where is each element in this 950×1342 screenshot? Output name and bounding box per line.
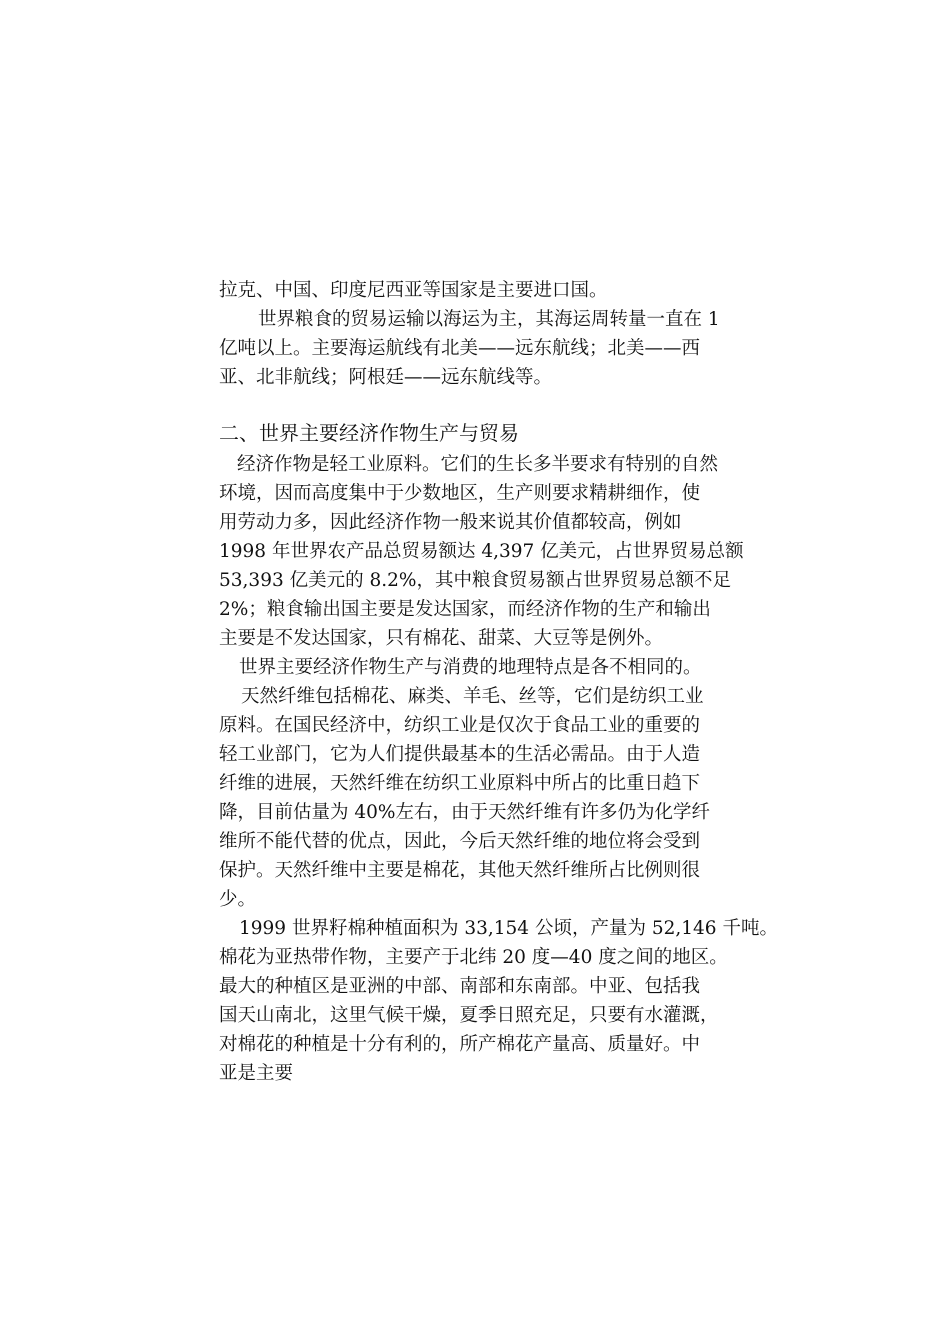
text-line: 最大的种植区是亚洲的中部、南部和东南部。中亚、包括我 [219, 976, 701, 997]
text-line: 世界粮食的贸易运输以海运为主，其海运周转量一直在 1 [258, 309, 720, 330]
text-line: 降，目前估量为 40%左右，由于天然纤维有许多仍为化学纤 [219, 802, 711, 823]
text-line: 纤维的进展，天然纤维在纺织工业原料中所占的比重日趋下 [219, 773, 701, 794]
text-line: 保护。天然纤维中主要是棉花，其他天然纤维所占比例则很 [219, 860, 701, 881]
paragraph-grain-shipping [219, 305, 741, 392]
text-line: 原料。在国民经济中，纺织工业是仅次于食品工业的重要的 [219, 715, 701, 736]
text-line: 环境，因而高度集中于少数地区，生产则要求精耕细作，使 [219, 483, 701, 504]
text-line: 对棉花的种植是十分有利的，所产棉花产量高、质量好。中 [219, 1034, 701, 1055]
text-line: 用劳动力多，因此经济作物一般来说其价值都较高，例如 [219, 512, 682, 533]
text-line: 1999 世界籽棉种植面积为 33,154 公顷，产量为 52,146 千吨。 [239, 918, 778, 939]
paragraph-cotton [219, 914, 778, 1088]
text-line: 天然纤维包括棉花、麻类、羊毛、丝等，它们是纺织工业 [241, 686, 704, 707]
text-line: 1998 年世界农产品总贸易额达 4,397 亿美元，占世界贸易总额 [219, 541, 744, 562]
text-line: 轻工业部门，它为人们提供最基本的生活必需品。由于人造 [219, 744, 701, 765]
text-line: 亚是主要 [219, 1063, 294, 1084]
text-line: 棉花为亚热带作物，主要产于北纬 20 度—40 度之间的地区。 [219, 947, 728, 968]
section-heading: 二、世界主要经济作物生产与贸易 [219, 421, 519, 445]
paragraph-economic-crops [219, 450, 744, 653]
text-block-upper [219, 276, 741, 392]
paragraph-natural-fibers [219, 682, 741, 914]
text-line: 亚、北非航线；阿根廷——远东航线等。 [219, 367, 553, 388]
text-line: 维所不能代替的优点，因此，今后天然纤维的地位将会受到 [219, 831, 701, 852]
text-line: 2%；粮食输出国主要是发达国家，而经济作物的生产和输出 [219, 599, 711, 620]
text-line: 拉克、中国、印度尼西亚等国家是主要进口国。 [219, 280, 608, 301]
text-line: 少。 [219, 889, 257, 910]
text-line: 亿吨以上。主要海运航线有北美——远东航线；北美——西 [219, 338, 701, 359]
text-line: 世界主要经济作物生产与消费的地理特点是各不相同的。 [239, 657, 702, 678]
paragraph-geographic-features [219, 653, 741, 682]
text-line: 国天山南北，这里气候干燥，夏季日照充足，只要有水灌溉， [219, 1005, 719, 1026]
paragraph-import-countries [219, 276, 741, 305]
text-block-lower [219, 450, 778, 1088]
text-line: 53,393 亿美元的 8.2%，其中粮食贸易额占世界贸易总额不足 [219, 570, 731, 591]
text-line: 主要是不发达国家，只有棉花、甜菜、大豆等是例外。 [219, 628, 664, 649]
text-line: 经济作物是轻工业原料。它们的生长多半要求有特别的自然 [237, 454, 719, 475]
